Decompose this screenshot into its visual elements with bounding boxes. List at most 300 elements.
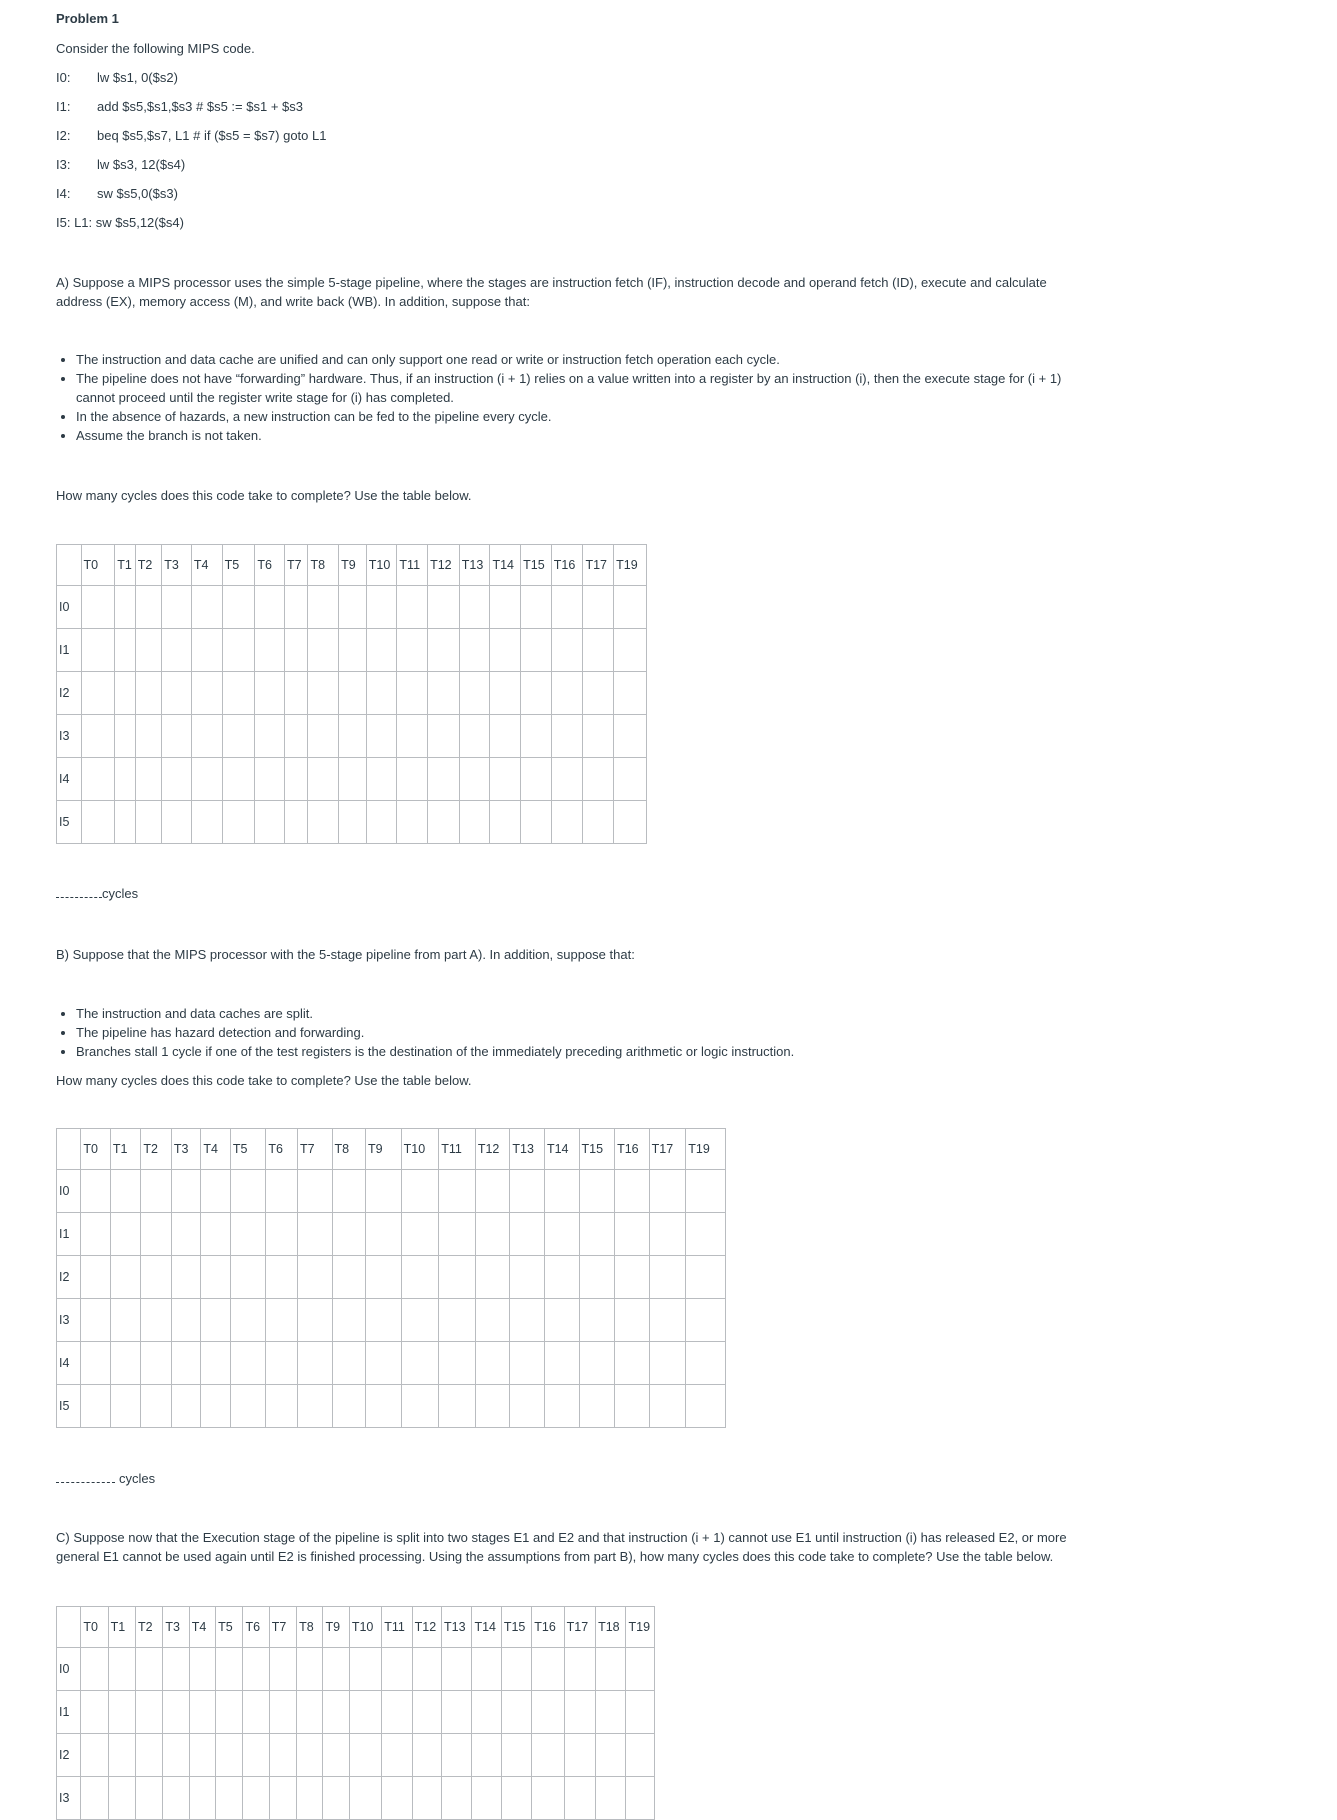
pipeline-cell[interactable]	[551, 672, 583, 715]
pipeline-cell[interactable]	[490, 586, 521, 629]
pipeline-cell[interactable]	[532, 1691, 564, 1734]
pipeline-cell[interactable]	[472, 1648, 501, 1691]
pipeline-cell[interactable]	[222, 672, 255, 715]
pipeline-cell[interactable]	[579, 1256, 615, 1299]
pipeline-cell[interactable]	[216, 1777, 243, 1820]
pipeline-cell[interactable]	[475, 1299, 510, 1342]
pipeline-cell[interactable]	[339, 672, 367, 715]
pipeline-cell[interactable]	[596, 1734, 626, 1777]
pipeline-cell[interactable]	[551, 801, 583, 844]
pipeline-cell[interactable]	[475, 1170, 510, 1213]
pipeline-cell[interactable]	[472, 1691, 501, 1734]
pipeline-cell[interactable]	[412, 1648, 441, 1691]
pipeline-cell[interactable]	[428, 715, 460, 758]
pipeline-cell[interactable]	[490, 672, 521, 715]
pipeline-cell[interactable]	[135, 715, 162, 758]
pipeline-cell[interactable]	[397, 629, 428, 672]
pipeline-cell[interactable]	[686, 1213, 726, 1256]
pipeline-cell[interactable]	[428, 629, 460, 672]
pipeline-cell[interactable]	[81, 1342, 110, 1385]
pipeline-cell[interactable]	[501, 1648, 531, 1691]
pipeline-cell[interactable]	[216, 1691, 243, 1734]
pipeline-cell[interactable]	[475, 1342, 510, 1385]
pipeline-cell[interactable]	[439, 1342, 476, 1385]
pipeline-cell[interactable]	[615, 1299, 650, 1342]
pipeline-cell[interactable]	[490, 758, 521, 801]
pipeline-cell[interactable]	[551, 629, 583, 672]
pipeline-cell[interactable]	[255, 801, 285, 844]
pipeline-cell[interactable]	[366, 801, 397, 844]
pipeline-cell[interactable]	[297, 1342, 332, 1385]
pipeline-cell[interactable]	[615, 1385, 650, 1428]
pipeline-cell[interactable]	[544, 1213, 579, 1256]
pipeline-cell[interactable]	[297, 1256, 332, 1299]
pipeline-cell[interactable]	[216, 1734, 243, 1777]
pipeline-cell[interactable]	[579, 1385, 615, 1428]
pipeline-cell[interactable]	[141, 1385, 172, 1428]
pipeline-cell[interactable]	[201, 1170, 230, 1213]
pipeline-cell[interactable]	[510, 1256, 545, 1299]
pipeline-cell[interactable]	[323, 1691, 349, 1734]
pipeline-cell[interactable]	[297, 1691, 323, 1734]
pipeline-cell[interactable]	[189, 1648, 215, 1691]
pipeline-cell[interactable]	[521, 629, 552, 672]
pipeline-cell[interactable]	[171, 1256, 200, 1299]
answer-blank[interactable]	[56, 1473, 115, 1483]
pipeline-cell[interactable]	[475, 1385, 510, 1428]
pipeline-cell[interactable]	[614, 758, 647, 801]
pipeline-cell[interactable]	[222, 586, 255, 629]
pipeline-cell[interactable]	[269, 1777, 296, 1820]
pipeline-cell[interactable]	[332, 1213, 366, 1256]
pipeline-cell[interactable]	[596, 1648, 626, 1691]
pipeline-cell[interactable]	[583, 715, 614, 758]
pipeline-cell[interactable]	[366, 715, 397, 758]
pipeline-cell[interactable]	[649, 1342, 686, 1385]
pipeline-cell[interactable]	[649, 1213, 686, 1256]
pipeline-cell[interactable]	[521, 672, 552, 715]
pipeline-cell[interactable]	[191, 629, 222, 672]
pipeline-cell[interactable]	[510, 1342, 545, 1385]
pipeline-cell[interactable]	[266, 1385, 298, 1428]
pipeline-cell[interactable]	[382, 1691, 412, 1734]
pipeline-cell[interactable]	[626, 1691, 655, 1734]
pipeline-cell[interactable]	[135, 586, 162, 629]
pipeline-cell[interactable]	[81, 1691, 108, 1734]
pipeline-cell[interactable]	[521, 758, 552, 801]
pipeline-cell[interactable]	[626, 1777, 655, 1820]
pipeline-cell[interactable]	[136, 1691, 163, 1734]
pipeline-cell[interactable]	[136, 1777, 163, 1820]
pipeline-cell[interactable]	[266, 1170, 298, 1213]
pipeline-cell[interactable]	[135, 758, 162, 801]
pipeline-cell[interactable]	[521, 715, 552, 758]
pipeline-cell[interactable]	[230, 1170, 266, 1213]
pipeline-cell[interactable]	[110, 1170, 141, 1213]
pipeline-cell[interactable]	[349, 1691, 381, 1734]
pipeline-cell[interactable]	[81, 672, 115, 715]
pipeline-cell[interactable]	[108, 1648, 135, 1691]
pipeline-cell[interactable]	[163, 1734, 189, 1777]
pipeline-cell[interactable]	[459, 758, 490, 801]
pipeline-cell[interactable]	[162, 586, 192, 629]
pipeline-cell[interactable]	[551, 715, 583, 758]
pipeline-cell[interactable]	[108, 1777, 135, 1820]
pipeline-cell[interactable]	[81, 1170, 110, 1213]
pipeline-cell[interactable]	[266, 1342, 298, 1385]
pipeline-cell[interactable]	[230, 1299, 266, 1342]
pipeline-cell[interactable]	[269, 1691, 296, 1734]
pipeline-cell[interactable]	[163, 1777, 189, 1820]
pipeline-cell[interactable]	[284, 801, 308, 844]
pipeline-cell[interactable]	[626, 1734, 655, 1777]
pipeline-cell[interactable]	[243, 1648, 269, 1691]
pipeline-cell[interactable]	[366, 758, 397, 801]
pipeline-cell[interactable]	[201, 1299, 230, 1342]
pipeline-cell[interactable]	[397, 715, 428, 758]
pipeline-cell[interactable]	[339, 715, 367, 758]
pipeline-cell[interactable]	[614, 629, 647, 672]
pipeline-cell[interactable]	[412, 1777, 441, 1820]
pipeline-cell[interactable]	[579, 1342, 615, 1385]
pipeline-cell[interactable]	[201, 1256, 230, 1299]
pipeline-cell[interactable]	[191, 715, 222, 758]
pipeline-cell[interactable]	[81, 1385, 110, 1428]
pipeline-cell[interactable]	[366, 1342, 402, 1385]
pipeline-cell[interactable]	[115, 758, 135, 801]
pipeline-cell[interactable]	[81, 629, 115, 672]
pipeline-cell[interactable]	[501, 1777, 531, 1820]
pipeline-cell[interactable]	[136, 1648, 163, 1691]
pipeline-cell[interactable]	[510, 1170, 545, 1213]
pipeline-cell[interactable]	[332, 1256, 366, 1299]
pipeline-cell[interactable]	[191, 801, 222, 844]
pipeline-cell[interactable]	[201, 1385, 230, 1428]
pipeline-cell[interactable]	[501, 1691, 531, 1734]
pipeline-cell[interactable]	[115, 629, 135, 672]
pipeline-cell[interactable]	[439, 1299, 476, 1342]
pipeline-cell[interactable]	[332, 1170, 366, 1213]
pipeline-cell[interactable]	[81, 1256, 110, 1299]
pipeline-cell[interactable]	[230, 1385, 266, 1428]
pipeline-cell[interactable]	[81, 758, 115, 801]
pipeline-cell[interactable]	[442, 1777, 472, 1820]
pipeline-cell[interactable]	[222, 758, 255, 801]
pipeline-cell[interactable]	[189, 1691, 215, 1734]
pipeline-cell[interactable]	[615, 1256, 650, 1299]
pipeline-cell[interactable]	[596, 1777, 626, 1820]
pipeline-cell[interactable]	[615, 1170, 650, 1213]
pipeline-cell[interactable]	[510, 1299, 545, 1342]
pipeline-cell[interactable]	[171, 1299, 200, 1342]
pipeline-cell[interactable]	[323, 1648, 349, 1691]
pipeline-cell[interactable]	[349, 1734, 381, 1777]
pipeline-cell[interactable]	[162, 801, 192, 844]
pipeline-cell[interactable]	[323, 1734, 349, 1777]
pipeline-cell[interactable]	[81, 1777, 108, 1820]
pipeline-cell[interactable]	[191, 758, 222, 801]
pipeline-cell[interactable]	[521, 801, 552, 844]
pipeline-cell[interactable]	[81, 1299, 110, 1342]
pipeline-cell[interactable]	[339, 586, 367, 629]
pipeline-cell[interactable]	[81, 801, 115, 844]
pipeline-cell[interactable]	[339, 629, 367, 672]
pipeline-cell[interactable]	[115, 586, 135, 629]
pipeline-cell[interactable]	[596, 1691, 626, 1734]
pipeline-cell[interactable]	[579, 1170, 615, 1213]
pipeline-cell[interactable]	[521, 586, 552, 629]
pipeline-cell[interactable]	[501, 1734, 531, 1777]
pipeline-cell[interactable]	[475, 1213, 510, 1256]
pipeline-cell[interactable]	[349, 1777, 381, 1820]
pipeline-cell[interactable]	[349, 1648, 381, 1691]
pipeline-cell[interactable]	[459, 629, 490, 672]
pipeline-cell[interactable]	[255, 586, 285, 629]
pipeline-cell[interactable]	[297, 1777, 323, 1820]
pipeline-cell[interactable]	[459, 586, 490, 629]
pipeline-cell[interactable]	[366, 1385, 402, 1428]
pipeline-cell[interactable]	[615, 1342, 650, 1385]
pipeline-cell[interactable]	[564, 1777, 595, 1820]
pipeline-cell[interactable]	[222, 629, 255, 672]
pipeline-cell[interactable]	[332, 1385, 366, 1428]
pipeline-cell[interactable]	[323, 1777, 349, 1820]
pipeline-cell[interactable]	[230, 1213, 266, 1256]
pipeline-cell[interactable]	[110, 1213, 141, 1256]
pipeline-cell[interactable]	[141, 1170, 172, 1213]
pipeline-cell[interactable]	[412, 1691, 441, 1734]
pipeline-cell[interactable]	[339, 758, 367, 801]
pipeline-cell[interactable]	[284, 758, 308, 801]
pipeline-cell[interactable]	[135, 672, 162, 715]
pipeline-cell[interactable]	[297, 1734, 323, 1777]
pipeline-cell[interactable]	[110, 1299, 141, 1342]
pipeline-cell[interactable]	[81, 586, 115, 629]
pipeline-cell[interactable]	[81, 1734, 108, 1777]
pipeline-cell[interactable]	[397, 672, 428, 715]
pipeline-cell[interactable]	[308, 629, 339, 672]
pipeline-cell[interactable]	[297, 1648, 323, 1691]
pipeline-cell[interactable]	[308, 586, 339, 629]
pipeline-cell[interactable]	[308, 801, 339, 844]
pipeline-cell[interactable]	[115, 715, 135, 758]
pipeline-cell[interactable]	[544, 1385, 579, 1428]
pipeline-cell[interactable]	[332, 1299, 366, 1342]
pipeline-cell[interactable]	[564, 1648, 595, 1691]
pipeline-cell[interactable]	[141, 1256, 172, 1299]
pipeline-cell[interactable]	[162, 672, 192, 715]
pipeline-cell[interactable]	[382, 1777, 412, 1820]
pipeline-cell[interactable]	[266, 1256, 298, 1299]
pipeline-cell[interactable]	[141, 1342, 172, 1385]
pipeline-cell[interactable]	[141, 1299, 172, 1342]
pipeline-cell[interactable]	[614, 672, 647, 715]
pipeline-cell[interactable]	[255, 672, 285, 715]
pipeline-cell[interactable]	[401, 1342, 439, 1385]
pipeline-cell[interactable]	[308, 672, 339, 715]
pipeline-cell[interactable]	[171, 1342, 200, 1385]
pipeline-cell[interactable]	[81, 1213, 110, 1256]
pipeline-cell[interactable]	[583, 586, 614, 629]
pipeline-cell[interactable]	[510, 1213, 545, 1256]
pipeline-cell[interactable]	[439, 1385, 476, 1428]
pipeline-cell[interactable]	[579, 1213, 615, 1256]
pipeline-cell[interactable]	[339, 801, 367, 844]
pipeline-cell[interactable]	[284, 715, 308, 758]
pipeline-cell[interactable]	[397, 801, 428, 844]
pipeline-cell[interactable]	[243, 1734, 269, 1777]
pipeline-cell[interactable]	[191, 672, 222, 715]
pipeline-cell[interactable]	[614, 586, 647, 629]
pipeline-cell[interactable]	[442, 1691, 472, 1734]
pipeline-cell[interactable]	[544, 1299, 579, 1342]
pipeline-cell[interactable]	[428, 672, 460, 715]
pipeline-cell[interactable]	[649, 1299, 686, 1342]
pipeline-cell[interactable]	[439, 1256, 476, 1299]
pipeline-cell[interactable]	[297, 1213, 332, 1256]
pipeline-cell[interactable]	[297, 1299, 332, 1342]
pipeline-cell[interactable]	[510, 1385, 545, 1428]
pipeline-cell[interactable]	[428, 758, 460, 801]
pipeline-cell[interactable]	[686, 1256, 726, 1299]
pipeline-cell[interactable]	[614, 801, 647, 844]
pipeline-cell[interactable]	[108, 1691, 135, 1734]
pipeline-cell[interactable]	[412, 1734, 441, 1777]
pipeline-cell[interactable]	[583, 758, 614, 801]
pipeline-cell[interactable]	[163, 1648, 189, 1691]
pipeline-cell[interactable]	[366, 1213, 402, 1256]
pipeline-cell[interactable]	[490, 629, 521, 672]
pipeline-cell[interactable]	[564, 1734, 595, 1777]
pipeline-cell[interactable]	[366, 1256, 402, 1299]
pipeline-cell[interactable]	[544, 1342, 579, 1385]
pipeline-cell[interactable]	[255, 629, 285, 672]
pipeline-cell[interactable]	[136, 1734, 163, 1777]
pipeline-cell[interactable]	[475, 1256, 510, 1299]
pipeline-cell[interactable]	[428, 586, 460, 629]
pipeline-cell[interactable]	[459, 801, 490, 844]
pipeline-cell[interactable]	[266, 1299, 298, 1342]
pipeline-cell[interactable]	[401, 1299, 439, 1342]
pipeline-cell[interactable]	[490, 715, 521, 758]
pipeline-cell[interactable]	[583, 672, 614, 715]
pipeline-cell[interactable]	[243, 1777, 269, 1820]
pipeline-cell[interactable]	[171, 1213, 200, 1256]
pipeline-cell[interactable]	[255, 715, 285, 758]
pipeline-cell[interactable]	[108, 1734, 135, 1777]
pipeline-cell[interactable]	[269, 1648, 296, 1691]
pipeline-cell[interactable]	[115, 672, 135, 715]
pipeline-cell[interactable]	[230, 1342, 266, 1385]
pipeline-cell[interactable]	[532, 1734, 564, 1777]
pipeline-cell[interactable]	[442, 1648, 472, 1691]
pipeline-cell[interactable]	[686, 1342, 726, 1385]
pipeline-cell[interactable]	[81, 715, 115, 758]
pipeline-cell[interactable]	[110, 1256, 141, 1299]
pipeline-cell[interactable]	[110, 1342, 141, 1385]
pipeline-cell[interactable]	[579, 1299, 615, 1342]
pipeline-cell[interactable]	[366, 1299, 402, 1342]
pipeline-cell[interactable]	[686, 1299, 726, 1342]
pipeline-cell[interactable]	[284, 672, 308, 715]
pipeline-cell[interactable]	[544, 1170, 579, 1213]
pipeline-cell[interactable]	[649, 1170, 686, 1213]
pipeline-cell[interactable]	[490, 801, 521, 844]
pipeline-cell[interactable]	[284, 629, 308, 672]
pipeline-cell[interactable]	[472, 1734, 501, 1777]
pipeline-cell[interactable]	[332, 1342, 366, 1385]
pipeline-cell[interactable]	[201, 1342, 230, 1385]
pipeline-cell[interactable]	[583, 801, 614, 844]
pipeline-cell[interactable]	[649, 1385, 686, 1428]
pipeline-cell[interactable]	[297, 1170, 332, 1213]
pipeline-cell[interactable]	[189, 1777, 215, 1820]
pipeline-cell[interactable]	[439, 1170, 476, 1213]
pipeline-cell[interactable]	[401, 1256, 439, 1299]
answer-blank[interactable]	[56, 888, 102, 898]
pipeline-cell[interactable]	[163, 1691, 189, 1734]
pipeline-cell[interactable]	[401, 1170, 439, 1213]
pipeline-cell[interactable]	[308, 715, 339, 758]
pipeline-cell[interactable]	[583, 629, 614, 672]
pipeline-cell[interactable]	[255, 758, 285, 801]
pipeline-cell[interactable]	[297, 1385, 332, 1428]
pipeline-cell[interactable]	[141, 1213, 172, 1256]
pipeline-cell[interactable]	[222, 801, 255, 844]
pipeline-cell[interactable]	[135, 629, 162, 672]
pipeline-cell[interactable]	[269, 1734, 296, 1777]
pipeline-cell[interactable]	[115, 801, 135, 844]
pipeline-cell[interactable]	[284, 586, 308, 629]
pipeline-cell[interactable]	[686, 1170, 726, 1213]
pipeline-cell[interactable]	[366, 672, 397, 715]
pipeline-cell[interactable]	[81, 1648, 108, 1691]
pipeline-cell[interactable]	[614, 715, 647, 758]
pipeline-cell[interactable]	[564, 1691, 595, 1734]
pipeline-cell[interactable]	[366, 1170, 402, 1213]
pipeline-cell[interactable]	[162, 758, 192, 801]
pipeline-cell[interactable]	[382, 1648, 412, 1691]
pipeline-cell[interactable]	[615, 1213, 650, 1256]
pipeline-cell[interactable]	[397, 758, 428, 801]
pipeline-cell[interactable]	[428, 801, 460, 844]
pipeline-cell[interactable]	[626, 1648, 655, 1691]
pipeline-cell[interactable]	[201, 1213, 230, 1256]
pipeline-cell[interactable]	[382, 1734, 412, 1777]
pipeline-cell[interactable]	[162, 715, 192, 758]
pipeline-cell[interactable]	[189, 1734, 215, 1777]
pipeline-cell[interactable]	[649, 1256, 686, 1299]
pipeline-cell[interactable]	[308, 758, 339, 801]
pipeline-cell[interactable]	[135, 801, 162, 844]
pipeline-cell[interactable]	[162, 629, 192, 672]
pipeline-cell[interactable]	[401, 1385, 439, 1428]
pipeline-cell[interactable]	[551, 586, 583, 629]
pipeline-cell[interactable]	[472, 1777, 501, 1820]
pipeline-cell[interactable]	[397, 586, 428, 629]
pipeline-cell[interactable]	[266, 1213, 298, 1256]
pipeline-cell[interactable]	[171, 1385, 200, 1428]
pipeline-cell[interactable]	[366, 586, 397, 629]
pipeline-cell[interactable]	[532, 1648, 564, 1691]
pipeline-cell[interactable]	[366, 629, 397, 672]
pipeline-cell[interactable]	[230, 1256, 266, 1299]
pipeline-cell[interactable]	[544, 1256, 579, 1299]
pipeline-cell[interactable]	[459, 715, 490, 758]
pipeline-cell[interactable]	[191, 586, 222, 629]
pipeline-cell[interactable]	[439, 1213, 476, 1256]
pipeline-cell[interactable]	[459, 672, 490, 715]
